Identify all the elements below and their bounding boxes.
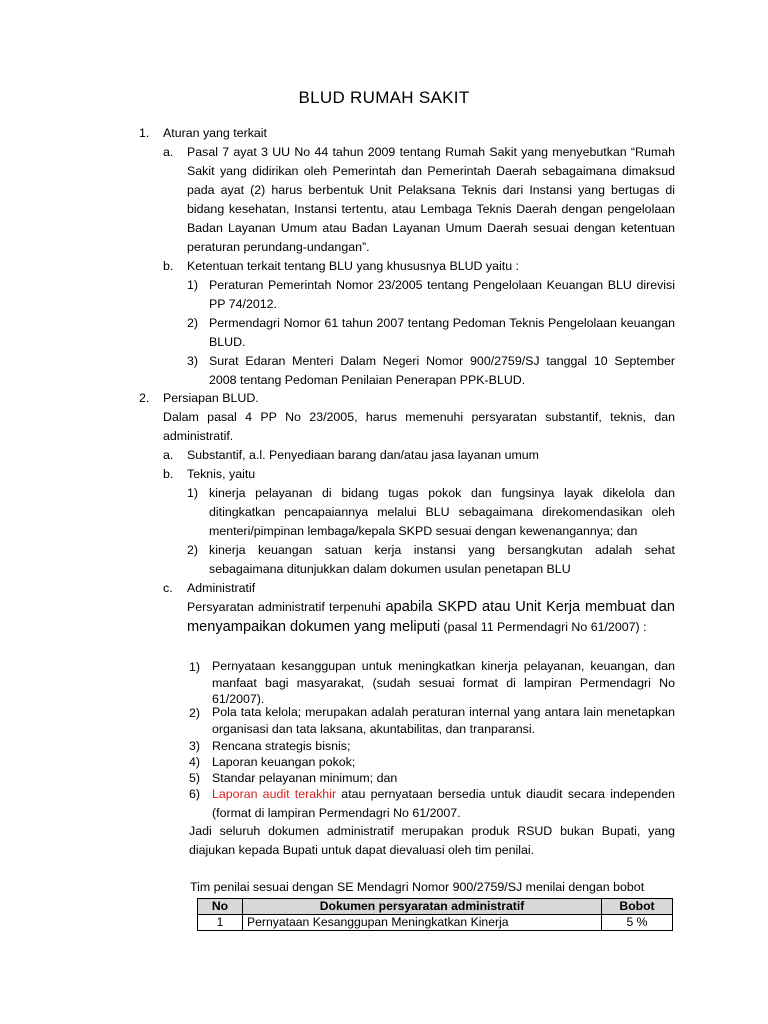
page-title: BLUD RUMAH SAKIT xyxy=(298,88,470,107)
list-item: Peraturan Pemerintah Nomor 23/2005 tentang Pengelolaan Keuangan BLU direvisi PP 74/2012. xyxy=(209,278,675,311)
list-item: Pola tata kelola; merupakan adalah peraturan internal yang antara lain menetapkan organisasi dan tata laksana, akuntabilitas, dan tranparansi. xyxy=(212,705,675,736)
intro-part-2: apabila SKPD atau Unit Kerja membuat dan menyampaikan dokumen yang meliputi xyxy=(187,599,675,635)
table-cell-bobot: 5 % xyxy=(602,915,673,931)
section-2a-text: Substantif, a.l. Penyediaan barang dan/atau jasa layanan umum xyxy=(187,448,539,462)
list-item-number: 4) xyxy=(189,755,201,769)
table-cell-dokumen: Pernyataan Kesanggupan Meningkatkan Kinerja xyxy=(243,915,602,931)
column-header-dokumen: Dokumen persyaratan administratif xyxy=(243,899,602,915)
tim-penilai-text: Tim penilai sesuai dengan SE Mendagri Nomor 900/2759/SJ menilai dengan bobot xyxy=(190,880,645,894)
bobot-table xyxy=(197,898,673,931)
list-item-number: 2) xyxy=(187,316,199,330)
section-2c-text: Administratif xyxy=(187,581,256,595)
list-item: Surat Edaran Menteri Dalam Negeri Nomor 900/2759/SJ tanggal 10 September 2008 tentang Pedoman Penilaian Penerapan PPK-BLUD. xyxy=(209,354,675,387)
section-2b-label: b. xyxy=(163,467,174,481)
list-item: Rencana strategis bisnis; xyxy=(212,739,351,753)
section-2a-label: a. xyxy=(163,448,174,462)
list-item: Laporan keuangan pokok; xyxy=(212,755,356,769)
list-item-number: 5) xyxy=(189,771,201,785)
list-item: kinerja pelayanan di bidang tugas pokok dan fungsinya layak dikelola dan ditingkatkan pencapaiannya melalui BLU sebagaimana direkomendasikan oleh menteri/pimpinan lembaga/kepala SKPD sesuai dengan kewenangannya; dan xyxy=(209,486,675,538)
section-1a-label: a. xyxy=(163,145,174,159)
intro-part-1: Persyaratan administratif terpenuhi xyxy=(187,600,381,614)
section-1-number: 1. xyxy=(139,126,150,140)
section-1-heading: Aturan yang terkait xyxy=(163,126,268,140)
section-2-intro: Dalam pasal 4 PP No 23/2005, harus memenuhi persyaratan substantif, teknis, dan administratif. xyxy=(163,410,675,443)
section-2c-intro xyxy=(187,597,675,637)
list-item-number: 2) xyxy=(189,706,201,720)
section-2-heading: Persiapan BLUD. xyxy=(163,391,259,405)
list-item: Permendagri Nomor 61 tahun 2007 tentang Pedoman Teknis Pengelolaan keuangan BLUD. xyxy=(209,316,675,349)
list-item: kinerja keuangan satuan kerja instansi yang bersangkutan adalah sehat sebagaimana ditunjukkan dalam dokumen usulan penetapan BLU xyxy=(209,543,675,576)
list-item-number: 3) xyxy=(187,354,199,368)
list-item-number: 1) xyxy=(187,486,199,500)
section-2-number: 2. xyxy=(139,391,150,405)
section-2b-text: Teknis, yaitu xyxy=(187,467,256,481)
list-item-number: 1) xyxy=(187,278,199,292)
list-item-number: 6) xyxy=(189,787,201,801)
list-item-number: 2) xyxy=(187,543,199,557)
section-1a-text: Pasal 7 ayat 3 UU No 44 tahun 2009 tentang Rumah Sakit yang menyebutkan “Rumah Sakit yang didirikan oleh Pemerintah dan Pemerintah Daerah sebagaimana dimaksud pada ayat (2) harus berbentuk Unit Pelaksana Teknis dari Instansi yang bertugas di bidang kesehatan, Instansi tertentu, atau Lembaga Teknis Daerah dengan pengelolaan Badan Layanan Umum atau Badan Layanan Umum Daerah sesuai dengan ketentuan peraturan perundang-undangan”. xyxy=(187,145,675,254)
table-header-row xyxy=(198,899,673,915)
section-1b-label: b. xyxy=(163,259,174,273)
section-2c-label: c. xyxy=(163,581,173,595)
intro-part-3: (pasal 11 Permendagri No 61/2007) : xyxy=(440,620,647,634)
list-item-number: 3) xyxy=(189,739,201,753)
section-1b-text: Ketentuan terkait tentang BLU yang khususnya BLUD yaitu : xyxy=(187,259,519,273)
highlight-audit-text: Laporan audit terakhir xyxy=(212,787,337,801)
column-header-no: No xyxy=(198,899,243,915)
list-item-number: 1) xyxy=(189,660,201,674)
list-item xyxy=(212,785,675,823)
table-row xyxy=(198,915,673,931)
list-item: Standar pelayanan minimum; dan xyxy=(212,771,398,785)
table-cell-no: 1 xyxy=(198,915,243,931)
item-6-text: atau pernyataan bersedia untuk diaudit secara independen (format di lampiran Permendagri No 61/2007. xyxy=(212,787,676,820)
closing-paragraph: Jadi seluruh dokumen administratif merupakan produk RSUD bukan Bupati, yang diajukan kepada Bupati untuk dapat dievaluasi oleh tim penilai. xyxy=(189,824,675,857)
list-item: Pernyataan kesanggupan untuk meningkatkan kinerja pelayanan, keuangan, dan manfaat bagi masyarakat, (sudah sesuai format di lampiran Permendagri No 61/2007). xyxy=(212,659,675,706)
column-header-bobot: Bobot xyxy=(602,899,673,915)
